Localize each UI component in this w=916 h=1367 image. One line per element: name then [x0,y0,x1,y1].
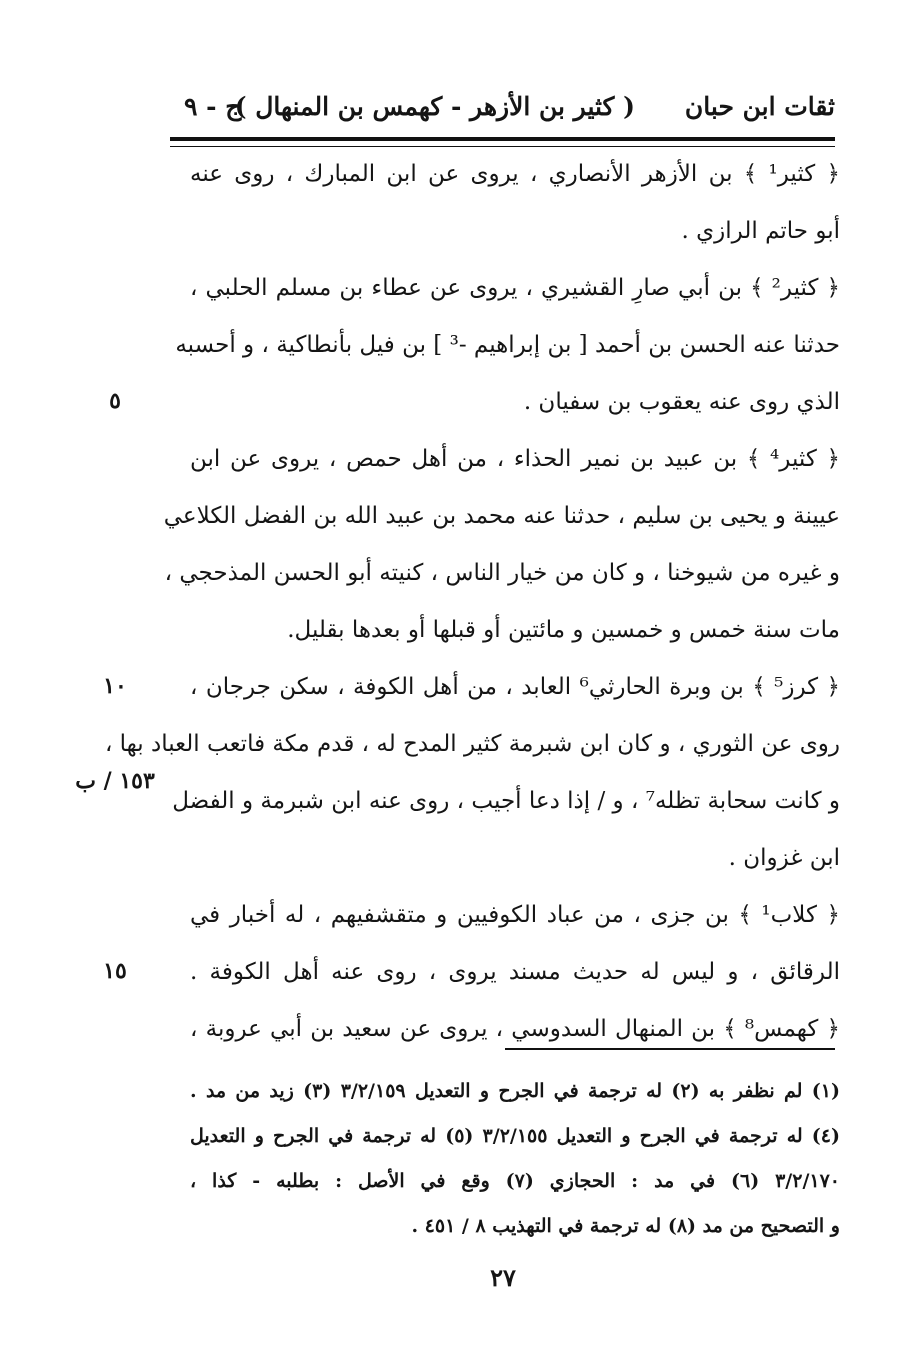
text-line: ﴿ كهمس⁸ ﴾ بن المنهال السدوسي ، يروى عن سعيد بن أبي عروبة ، [190,1016,840,1042]
page-number: ٢٧ [490,1263,516,1292]
running-header [170,84,835,130]
text-line: أبو حاتم الرازي . [681,218,840,244]
header-rule-thin [170,146,835,147]
text-line: روى عن الثوري ، و كان ابن شبرمة كثير المدح له ، قدم مكة فاتعب العباد بها ، [104,731,840,757]
text-line: مات سنة خمس و خمسين و مائتين أو قبلها أو بعدها بقليل. [287,617,840,643]
text-line: الرقائق ، و ليس له حديث مسند يروى ، روى عنه أهل الكوفة . [190,959,840,985]
text-line: ﴿ كثير¹ ﴾ بن الأزهر الأنصاري ، يروى عن ابن المبارك ، روى عنه [190,161,840,187]
text-line: ﴿ كرز⁵ ﴾ بن وبرة الحارثي⁶ العابد ، من أهل الكوفة ، سكن جرجان ، [190,674,841,700]
line-number-15: ١٥ [103,958,127,984]
text-line: ﴿ كلاب¹ ﴾ بن جزى ، من عباد الكوفيين و متقشفيهم ، له أخبار في [190,902,840,928]
text-line: حدثنا عنه الحسن بن أحمد [ بن إبراهيم -³ ] بن فيل بأنطاكية ، و أحسبه [175,332,840,358]
volume-number: ج - ٩ [184,92,242,121]
footnote-line: (١) لم نظفر به (٢) له ترجمة في الجرح و التعديل ٣/٢/١٥٩ (٣) زيد من مد . [190,1080,840,1102]
text-line: ﴿ كثير⁴ ﴾ بن عبيد بن نمير الحذاء ، من أهل حمص ، يروى عن ابن [190,446,841,472]
footnote-divider [505,1048,835,1050]
text-line: ابن غزوان . [728,845,840,871]
footnote-line: (٤) له ترجمة في الجرح و التعديل ٣/٢/١٥٥ (٥) له ترجمة في الجرح و التعديل [190,1125,840,1147]
header-rule-thick [170,137,835,141]
text-line: و غيره من شيوخنا ، و كان من خيار الناس ، كنيته أبو الحسن المذحجي ، [164,560,840,586]
footnote-line: ٣/٢/١٧٠ (٦) في مد : الحجازي (٧) وقع في الأصل : بطلبه - كذا ، [190,1170,840,1192]
folio-marker: ١٥٣ / ب [75,768,155,794]
section-range: ( كثير بن الأزهر - كهمس بن المنهال ) [234,92,635,121]
line-number-5: ٥ [109,388,121,414]
footnote-line: و التصحيح من مد (٨) له ترجمة في التهذيب ٨ / ٤٥١ . [411,1215,840,1237]
book-title: ثقات ابن حبان [684,92,835,121]
text-line: الذي روى عنه يعقوب بن سفيان . [523,389,840,415]
text-line: و كانت سحابة تظله⁷ ، و / إذا دعا أجيب ، روى عنه ابن شبرمة و الفضل [172,788,840,814]
line-number-10: ١٠ [103,673,127,699]
text-line: ﴿ كثير² ﴾ بن أبي صارِ القشيري ، يروى عن عطاء بن مسلم الحلبي ، [190,275,840,301]
text-line: عيينة و يحيى بن سليم ، حدثنا عنه محمد بن عبيد الله بن الفضل الكلاعي [163,503,840,529]
